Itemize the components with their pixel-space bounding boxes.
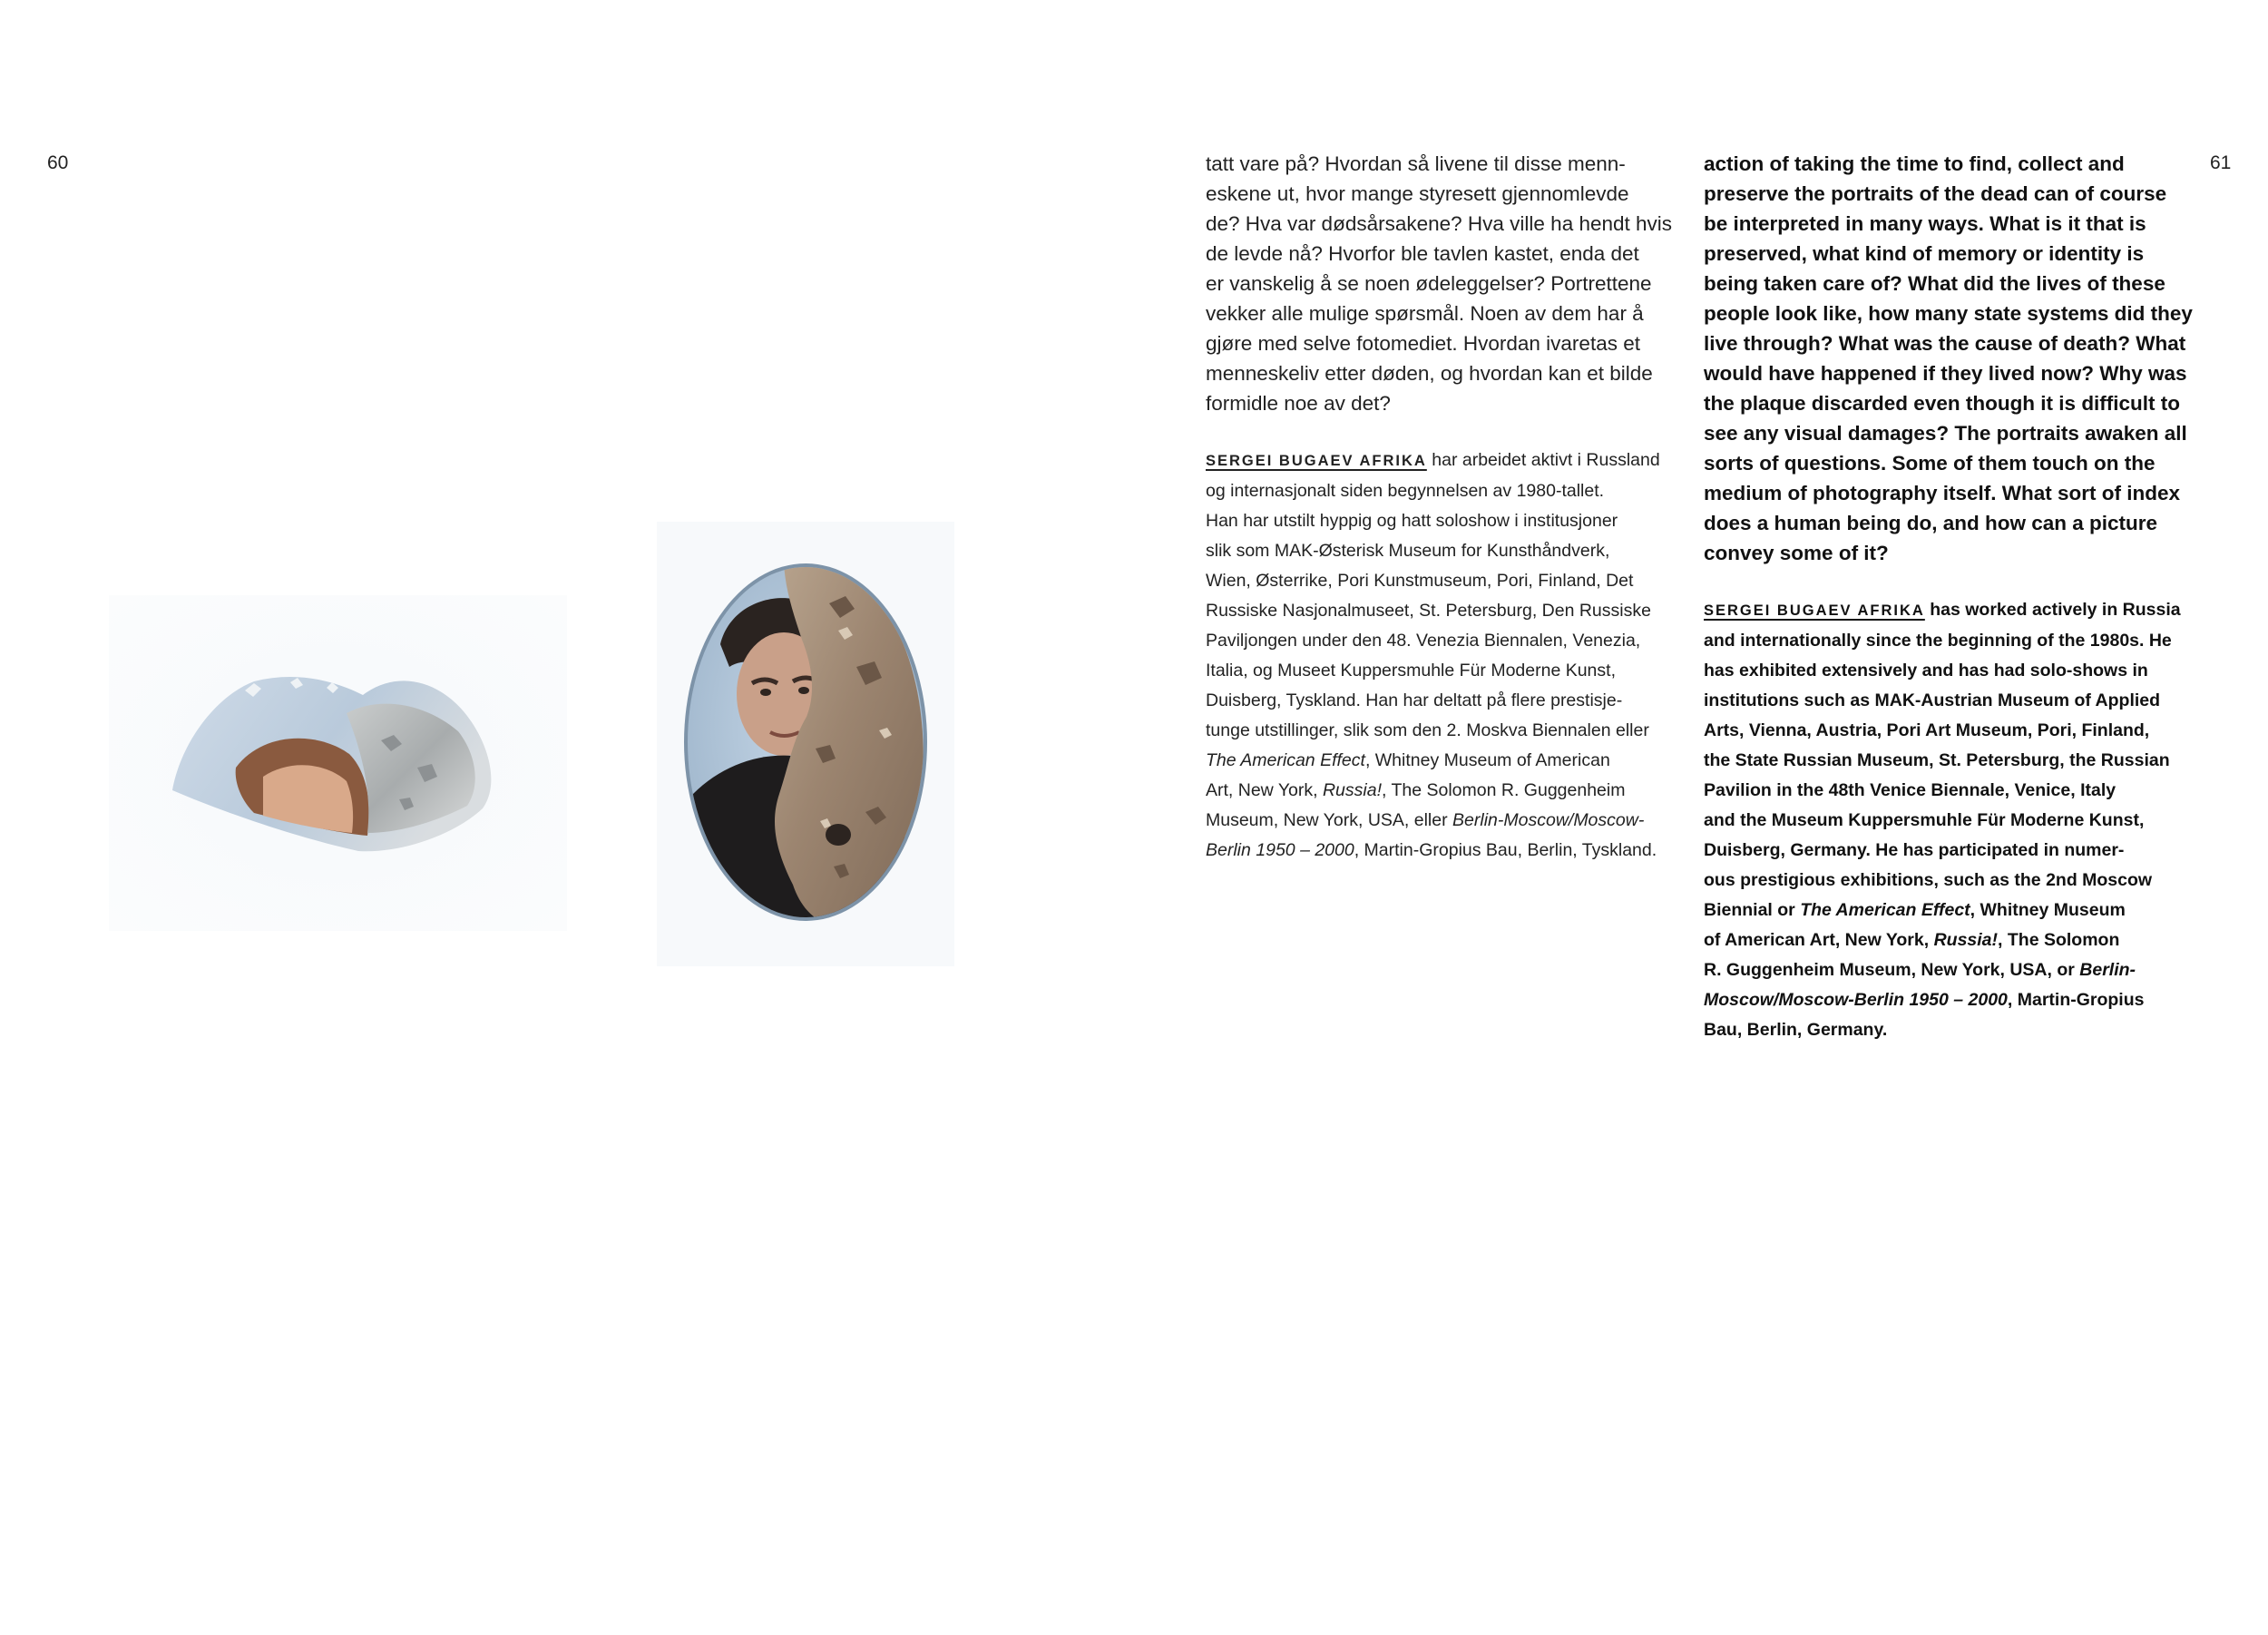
bio-line: Paviljongen under den 48. Venezia Biennalen, Venezia, xyxy=(1206,631,1641,651)
exhibition-title: Berlin- xyxy=(2079,960,2136,980)
bio-line: Wien, Østerrike, Pori Kunstmuseum, Pori, Finland, Det xyxy=(1206,571,1634,591)
text-line: de? Hva var dødsårsakene? Hva ville ha hendt hvis xyxy=(1206,212,1673,235)
text-line: tatt vare på? Hvordan så livene til disse menn- xyxy=(1206,152,1626,175)
bio-text: Biennial or xyxy=(1704,900,1801,920)
text-line: formidle noe av det? xyxy=(1206,392,1391,415)
bio-text: , Martin-Gropius xyxy=(2007,990,2145,1010)
bio-text: Art, New York, xyxy=(1206,780,1323,800)
bio-line: tunge utstillinger, slik som den 2. Moskva Biennalen eller xyxy=(1206,720,1649,740)
bio-line: Pavilion in the 48th Venice Biennale, Venice, Italy xyxy=(1704,780,2116,800)
artist-name: SERGEI BUGAEV AFRIKA xyxy=(1704,602,1925,619)
text-line: menneskeliv etter døden, og hvordan kan et bilde xyxy=(1206,362,1653,385)
bio-line: og internasjonalt siden begynnelsen av 1980-tallet. xyxy=(1206,481,1605,501)
bio-text: har arbeidet aktivt i Russland xyxy=(1432,450,1660,470)
bio-line: Arts, Vienna, Austria, Pori Art Museum, Pori, Finland, xyxy=(1704,720,2150,740)
text-line: live through? What was the cause of death? What xyxy=(1704,332,2186,355)
text-line: sorts of questions. Some of them touch on the xyxy=(1704,452,2156,475)
bio-line: institutions such as MAK-Austrian Museum of Applied xyxy=(1704,690,2161,710)
exhibition-title: Berlin 1950 – 2000 xyxy=(1206,840,1354,860)
english-artist-bio xyxy=(1704,595,2185,1045)
artwork-fragment-image xyxy=(109,595,567,931)
text-line: be interpreted in many ways. What is it that is xyxy=(1704,212,2146,235)
bio-line: Duisberg, Germany. He has participated in numer- xyxy=(1704,840,2125,860)
norwegian-artist-bio xyxy=(1206,445,1686,866)
exhibition-title: The American Effect xyxy=(1800,900,1970,920)
text-line: gjøre med selve fotomediet. Hvordan ivaretas et xyxy=(1206,332,1640,355)
norwegian-body-paragraph xyxy=(1206,149,1686,418)
text-line: medium of photography itself. What sort of index xyxy=(1704,482,2181,504)
bio-text: of American Art, New York, xyxy=(1704,930,1934,950)
bio-text: Museum, New York, USA, eller xyxy=(1206,810,1453,830)
text-line: vekker alle mulige spørsmål. Noen av dem har å xyxy=(1206,302,1644,325)
text-line: see any visual damages? The portraits awaken all xyxy=(1704,422,2187,445)
text-line: being taken care of? What did the lives of these xyxy=(1704,272,2165,295)
bio-text: , Whitney Museum of American xyxy=(1364,750,1610,770)
text-line: action of taking the time to find, collect and xyxy=(1704,152,2125,175)
text-line: eskene ut, hvor mange styresett gjennomlevde xyxy=(1206,182,1629,205)
exhibition-title: Russia! xyxy=(1322,780,1382,800)
bio-text: R. Guggenheim Museum, New York, USA, or xyxy=(1704,960,2080,980)
artwork-oval-portrait-image xyxy=(657,522,954,966)
page-number-right: 61 xyxy=(2210,152,2232,173)
artist-name: SERGEI BUGAEV AFRIKA xyxy=(1206,453,1427,469)
text-line: preserved, what kind of memory or identity is xyxy=(1704,242,2145,265)
exhibition-title: Moscow/Moscow-Berlin 1950 – 2000 xyxy=(1704,990,2008,1010)
exhibition-title: The American Effect xyxy=(1206,750,1365,770)
text-line: the plaque discarded even though it is difficult to xyxy=(1704,392,2181,415)
bio-text: , The Solomon R. Guggenheim xyxy=(1382,780,1626,800)
text-line: people look like, how many state systems did they xyxy=(1704,302,2193,325)
text-line: de levde nå? Hvorfor ble tavlen kastet, enda det xyxy=(1206,242,1639,265)
bio-text: , The Solomon xyxy=(1998,930,2120,950)
text-line: would have happened if they lived now? Why was xyxy=(1704,362,2187,385)
exhibition-title: Russia! xyxy=(1933,930,1999,950)
bio-line: Han har utstilt hyppig og hatt soloshow i institusjoner xyxy=(1206,511,1618,531)
bio-line: Bau, Berlin, Germany. xyxy=(1704,1020,1888,1040)
bio-line: slik som MAK-Østerisk Museum for Kunsthåndverk, xyxy=(1206,541,1610,561)
english-body-paragraph xyxy=(1704,149,2193,568)
bio-line: ous prestigious exhibitions, such as the 2nd Moscow xyxy=(1704,870,2153,890)
text-line: convey some of it? xyxy=(1704,542,1889,564)
bio-line: has exhibited extensively and has had solo-shows in xyxy=(1704,661,2148,680)
text-line: does a human being do, and how can a picture xyxy=(1704,512,2158,534)
text-line: preserve the portraits of the dead can of course xyxy=(1704,182,2167,205)
norwegian-text-column xyxy=(1206,149,1686,866)
bio-line: the State Russian Museum, St. Petersburg, the Russian xyxy=(1704,750,2170,770)
bio-line: Duisberg, Tyskland. Han har deltatt på flere prestisje- xyxy=(1206,690,1623,710)
bio-line: Italia, og Museet Kuppersmuhle Für Moderne Kunst, xyxy=(1206,661,1616,680)
bio-line: and the Museum Kuppersmuhle Für Moderne Kunst, xyxy=(1704,810,2145,830)
page-number-left: 60 xyxy=(47,152,69,173)
bio-line: and internationally since the beginning of the 1980s. He xyxy=(1704,631,2172,651)
bio-text: , Martin-Gropius Bau, Berlin, Tyskland. xyxy=(1354,840,1657,860)
text-line: er vanskelig å se noen ødeleggelser? Portrettene xyxy=(1206,272,1652,295)
exhibition-title: Berlin-Moscow/Moscow- xyxy=(1452,810,1645,830)
bio-text: has worked actively in Russia xyxy=(1930,600,2181,620)
english-text-column xyxy=(1704,149,2193,1045)
bio-text: , Whitney Museum xyxy=(1970,900,2126,920)
bio-line: Russiske Nasjonalmuseet, St. Petersburg, Den Russiske xyxy=(1206,601,1651,621)
